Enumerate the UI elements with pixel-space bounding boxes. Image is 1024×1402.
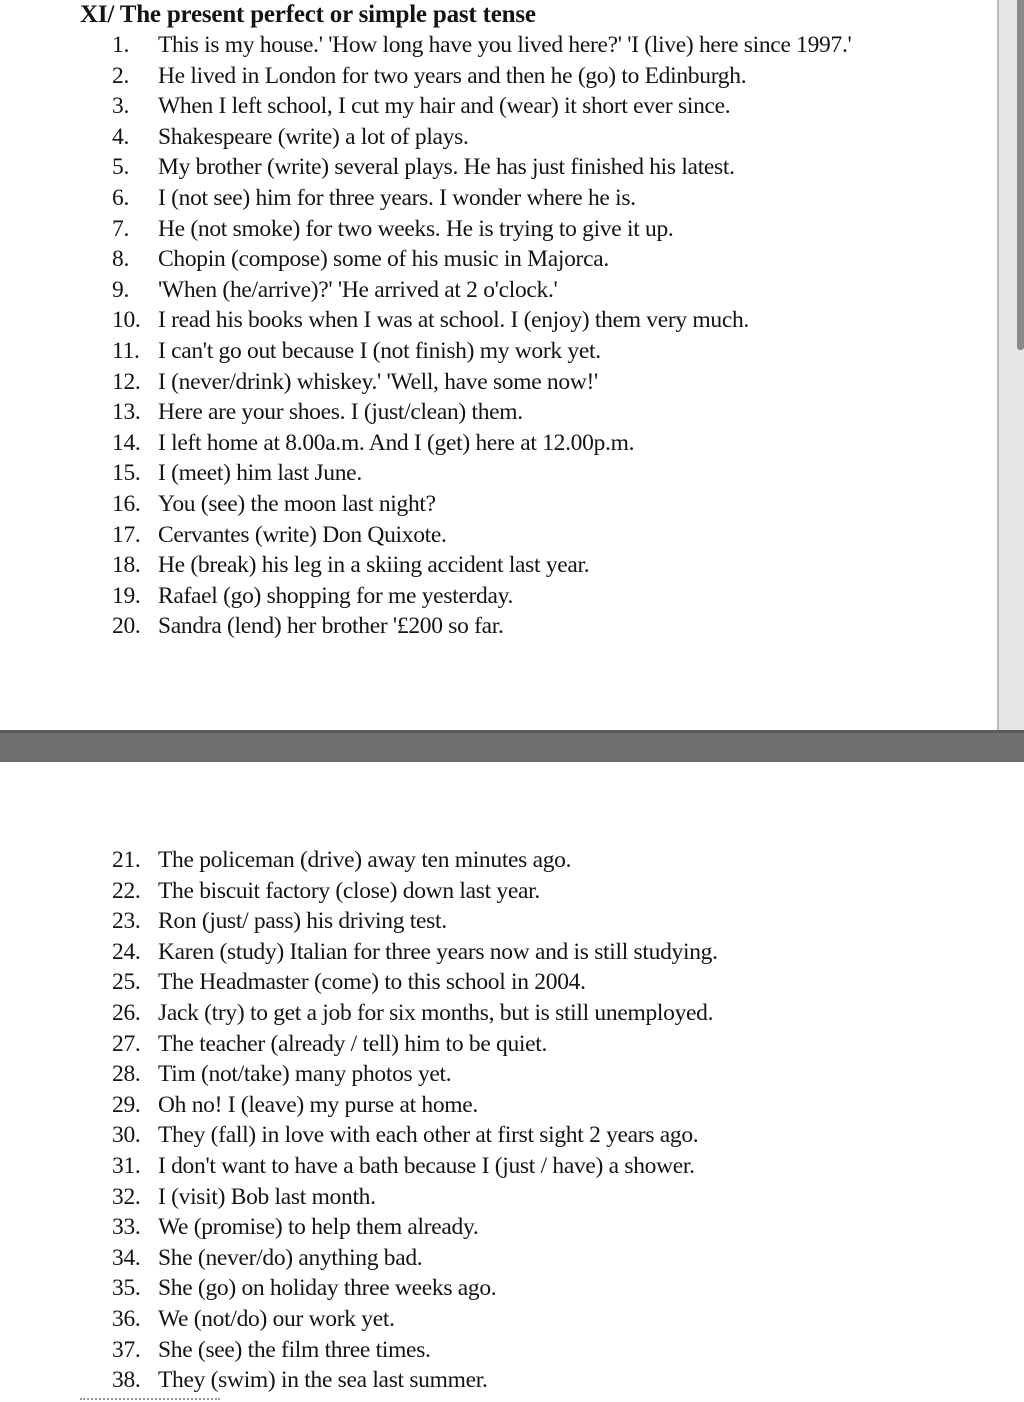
exercise-number: 21. [112,847,141,873]
exercise-sentence: Ron (just/ pass) his driving test. [158,908,447,935]
page-gap-divider [0,730,1024,762]
exercise-item [112,581,851,612]
exercise-item [112,1335,718,1366]
exercise-sentence: Cervantes (write) Don Quixote. [158,521,447,548]
exercise-number: 17. [112,521,141,548]
exercise-item [112,397,851,428]
exercise-number: 20. [112,613,141,640]
exercise-item [112,305,851,336]
exercise-sentence: Shakespeare (write) a lot of plays. [158,123,469,150]
exercise-sentence: This is my house.' 'How long have you lived here?' 'I (live) here since 1997.' [158,32,852,58]
exercise-item [112,611,851,642]
exercise-sentence: I can't go out because I (not finish) my work yet. [158,337,601,364]
exercise-item [112,275,851,306]
exercise-sentence: The biscuit factory (close) down last year. [158,877,540,904]
exercise-sentence: We (not/do) our work yet. [158,1305,395,1332]
exercise-sentence: She (go) on holiday three weeks ago. [158,1275,497,1302]
exercise-number: 10. [112,307,141,334]
exercise-item [112,906,718,937]
exercise-item [112,876,718,907]
exercise-number: 25. [112,969,141,996]
exercise-sentence: Oh no! I (leave) my purse at home. [158,1091,478,1118]
exercise-number: 24. [112,938,141,965]
exercise-number: 35. [112,1275,141,1302]
exercise-number: 37. [112,1336,141,1363]
exercise-sentence: I left home at 8.00a.m. And I (get) here at 12.00p.m. [158,429,635,456]
exercise-item [112,152,851,183]
exercise-sentence: Rafael (go) shopping for me yesterday. [158,582,514,609]
exercise-sentence: He (not smoke) for two weeks. He is trying to give it up. [158,215,674,242]
exercise-sentence: He (break) his leg in a skiing accident last year. [158,552,590,579]
exercise-number: 8. [112,246,130,273]
exercise-item [112,428,851,459]
exercise-sentence: I read his books when I was at school. I (enjoy) them very much. [158,307,749,334]
exercise-item [112,489,851,520]
exercise-sentence: 'When (he/arrive)?' 'He arrived at 2 o'clock.' [158,276,558,303]
exercise-item [112,998,718,1029]
exercise-number: 11. [112,337,140,364]
exercise-item [112,1029,718,1060]
exercise-number: 9. [112,276,130,303]
exercise-item [112,1182,718,1213]
exercise-sentence: We (promise) to help them already. [158,1214,479,1241]
exercise-number: 5. [112,154,130,181]
exercise-item [112,1151,718,1182]
exercise-item [112,183,851,214]
exercise-item [112,61,851,92]
exercise-number: 32. [112,1183,141,1210]
exercise-item [112,1212,718,1243]
exercise-number: 19. [112,582,141,609]
exercise-number: 29. [112,1091,141,1118]
exercise-item [112,1120,718,1151]
exercise-sentence: My brother (write) several plays. He has just finished his latest. [158,154,735,181]
exercise-item [112,1365,718,1396]
exercise-sentence: The teacher (already / tell) him to be quiet. [158,1030,548,1057]
exercise-sentence: She (see) the film three times. [158,1336,431,1363]
exercise-item [112,937,718,968]
exercise-number: 23. [112,908,141,935]
exercise-sentence: I (meet) him last June. [158,460,362,487]
exercise-item [112,367,851,398]
exercise-item [112,458,851,489]
exercise-item [112,214,851,245]
exercise-number: 27. [112,1030,141,1057]
exercise-sentence: Sandra (lend) her brother '£200 so far. [158,613,504,640]
exercise-number: 33. [112,1214,141,1241]
exercise-sentence: Karen (study) Italian for three years now and is still studying. [158,938,718,965]
exercise-item [112,30,851,61]
exercise-number: 6. [112,184,130,211]
exercise-sentence: I (never/drink) whiskey.' 'Well, have some now!' [158,368,598,395]
exercise-item [112,845,718,876]
exercise-sentence: Jack (try) to get a job for six months, but is still unemployed. [158,999,714,1026]
exercise-number: 31. [112,1152,141,1179]
page-gap-edge [0,730,1024,733]
exercise-item [112,1273,718,1304]
exercise-item [112,967,718,998]
exercise-sentence: You (see) the moon last night? [158,490,436,517]
exercise-sentence: Here are your shoes. I (just/clean) them. [158,399,523,426]
exercise-number: 34. [112,1244,141,1271]
exercise-number: 38. [112,1367,141,1394]
exercise-sentence: The Headmaster (come) to this school in 2004. [158,969,586,996]
exercise-item [112,520,851,551]
exercise-sentence: I (visit) Bob last month. [158,1183,376,1210]
exercise-sentence: She (never/do) anything bad. [158,1244,423,1271]
exercise-number: 12. [112,368,141,395]
exercise-number: 1. [112,32,130,58]
exercise-sentence: Tim (not/take) many photos yet. [158,1061,452,1088]
exercise-item [112,336,851,367]
exercise-heading: XI/ The present perfect or simple past tense [80,1,536,28]
exercise-number: 3. [112,93,130,120]
exercise-item [112,1304,718,1335]
exercise-item [112,122,851,153]
exercise-sentence: Chopin (compose) some of his music in Majorca. [158,246,609,273]
exercise-list-part2 [112,845,718,1396]
exercise-number: 4. [112,123,130,150]
exercise-number: 16. [112,490,141,517]
exercise-item [112,91,851,122]
exercise-item [112,1243,718,1274]
footer-dotted-rule [80,1398,220,1400]
exercise-number: 28. [112,1061,141,1088]
exercise-number: 18. [112,552,141,579]
exercise-sentence: When I left school, I cut my hair and (wear) it short ever since. [158,93,731,120]
exercise-number: 22. [112,877,141,904]
exercise-sentence: They (swim) in the sea last summer. [158,1367,488,1394]
exercise-item [112,1090,718,1121]
exercise-number: 36. [112,1305,141,1332]
exercise-sentence: They (fall) in love with each other at first sight 2 years ago. [158,1122,699,1149]
exercise-number: 14. [112,429,141,456]
exercise-sentence: I (not see) him for three years. I wonder where he is. [158,184,636,211]
exercise-sentence: He lived in London for two years and then he (go) to Edinburgh. [158,62,747,89]
exercise-number: 26. [112,999,141,1026]
exercise-item [112,1059,718,1090]
exercise-list-part1 [112,30,851,642]
scrollbar-thumb[interactable] [1017,0,1024,350]
exercise-number: 7. [112,215,130,242]
exercise-item [112,244,851,275]
exercise-sentence: I don't want to have a bath because I (just / have) a shower. [158,1152,695,1179]
exercise-number: 2. [112,62,130,89]
exercise-number: 15. [112,460,141,487]
exercise-sentence: The policeman (drive) away ten minutes ago. [158,847,572,873]
exercise-number: 13. [112,399,141,426]
exercise-number: 30. [112,1122,141,1149]
exercise-item [112,550,851,581]
